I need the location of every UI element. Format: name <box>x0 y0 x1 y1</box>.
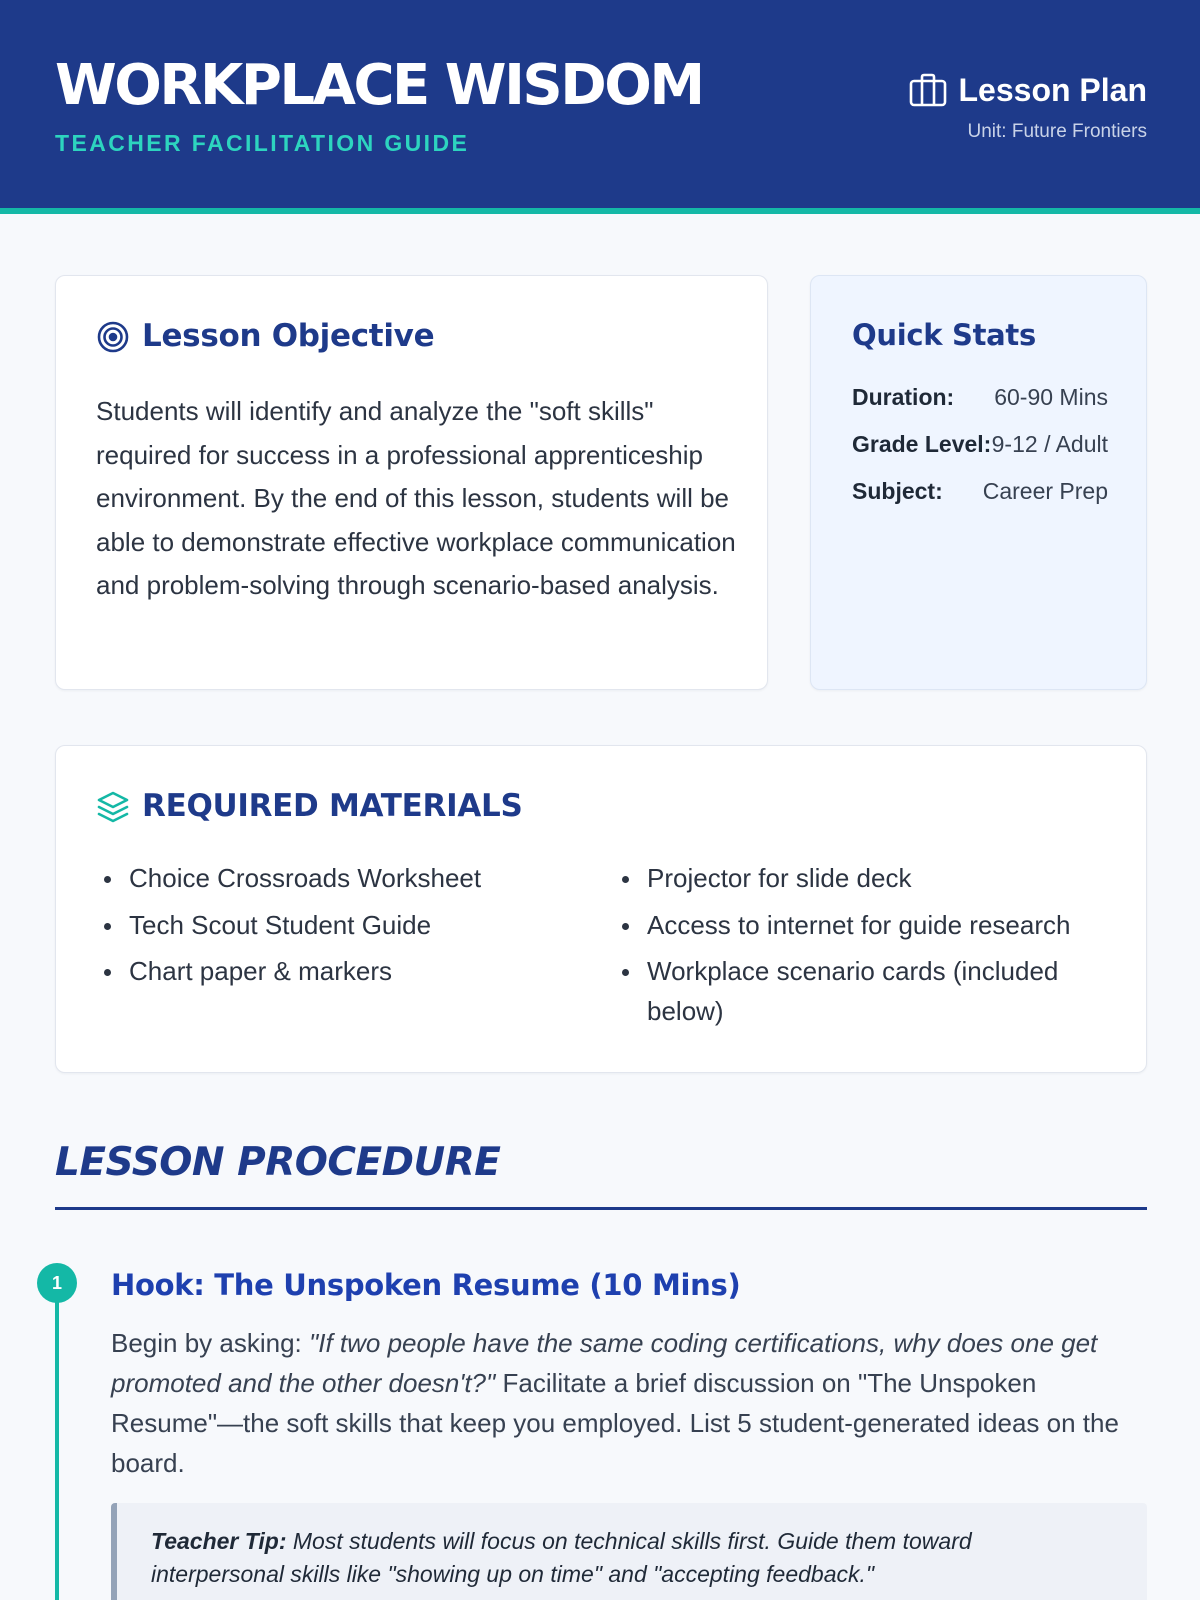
quick-stats-card <box>810 275 1147 690</box>
required-materials-title: REQUIRED MATERIALS <box>142 788 523 824</box>
timeline-line <box>55 1280 59 1600</box>
list-item: Chart paper & markers <box>96 952 576 992</box>
teacher-tip-body: Most students will focus on technical skills first. Guide them toward interpersonal skills like "showing up on time" and "accepting feedback." <box>151 1528 972 1587</box>
briefcase-icon <box>909 73 947 107</box>
stat-label: Duration: <box>852 384 955 410</box>
teacher-tip-box <box>111 1503 1147 1600</box>
step-number-badge: 1 <box>37 1263 77 1303</box>
stat-value: 60-90 Mins <box>994 384 1108 410</box>
materials-list-left <box>96 859 576 999</box>
lesson-procedure-title: LESSON PROCEDURE <box>55 1140 501 1185</box>
lesson-plan-badge <box>909 72 1148 144</box>
stat-label: Subject: <box>852 478 943 504</box>
required-materials-card <box>55 745 1147 1073</box>
teacher-tip-text <box>151 1525 1051 1591</box>
list-item: Projector for slide deck <box>614 859 1109 899</box>
page-subtitle: TEACHER FACILITATION GUIDE <box>55 130 470 156</box>
lesson-objective-title: Lesson Objective <box>142 318 435 354</box>
stat-row-subject <box>852 478 1108 525</box>
step-body-quote: "If two people have the same coding certifications, why does one get promoted and the other doesn't?" <box>111 1328 1098 1398</box>
step-body-suffix: Facilitate a brief discussion on "The Unspoken Resume"—the soft skills that keep you employed. List 5 student-generated ideas on the board. <box>111 1368 1119 1478</box>
stat-label: Grade Level: <box>852 431 992 457</box>
lesson-objective-card <box>55 275 768 690</box>
stat-row-grade-level <box>852 431 1108 478</box>
quick-stats-list <box>852 384 1108 525</box>
step-title: Hook: The Unspoken Resume (10 Mins) <box>111 1268 741 1302</box>
list-item: Workplace scenario cards (included below) <box>614 952 1109 1031</box>
stat-value: Career Prep <box>982 478 1108 504</box>
step-body-prefix: Begin by asking: <box>111 1328 310 1358</box>
target-icon <box>96 320 130 354</box>
layers-icon <box>96 790 130 824</box>
stat-row-duration <box>852 384 1108 431</box>
stat-value: 9-12 / Adult <box>991 431 1108 457</box>
section-divider <box>55 1207 1147 1210</box>
list-item: Access to internet for guide research <box>614 906 1109 946</box>
list-item: Choice Crossroads Worksheet <box>96 859 576 899</box>
teacher-tip-label: Teacher Tip: <box>151 1528 287 1554</box>
page-title: WORKPLACE WISDOM <box>55 53 703 118</box>
unit-label: Unit: Future Frontiers <box>967 120 1147 142</box>
lesson-plan-label: Lesson Plan <box>958 72 1147 108</box>
quick-stats-title: Quick Stats <box>852 318 1036 352</box>
materials-list-right <box>614 859 1109 1038</box>
step-body <box>111 1323 1147 1483</box>
page-header <box>0 0 1200 214</box>
list-item: Tech Scout Student Guide <box>96 906 576 946</box>
lesson-objective-text: Students will identify and analyze the "soft skills" required for success in a professional apprenticeship environment. By the end of this lesson, students will be able to demonstrate effective workplace communication and problem-solving through scenario-based analysis. <box>96 396 736 600</box>
